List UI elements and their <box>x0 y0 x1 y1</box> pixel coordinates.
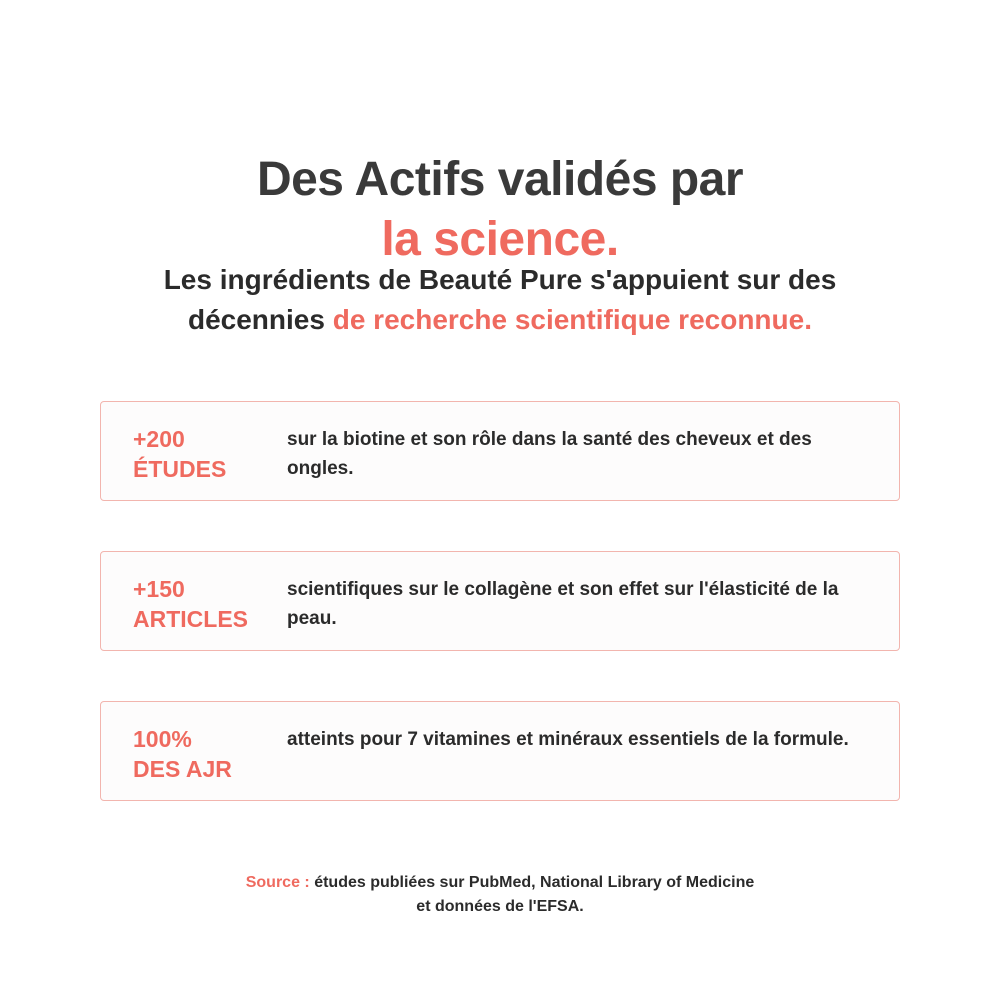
stat-value: +150 <box>133 576 185 602</box>
stat-description: sur la biotine et son rôle dans la santé des cheveux et des ongles. <box>287 429 812 479</box>
intro-plain: Les ingrédients de Beauté Pure s'appuient sur des décennies <box>163 264 837 335</box>
stat-label <box>133 424 283 484</box>
source-label: Source : <box>245 874 310 891</box>
source-line-2: et données de l'EFSA. <box>416 898 584 915</box>
source-text: études publiées sur PubMed, National Library of Medicine <box>314 874 755 891</box>
title-line-2: la science. <box>381 213 619 267</box>
stat-unit: ARTICLES <box>133 606 248 632</box>
stat-label <box>133 574 283 634</box>
stat-description: scientifiques sur le collagène et son effet sur l'élasticité de la peau. <box>287 579 839 629</box>
intro-accent: de recherche scientifique reconnue. <box>332 304 812 335</box>
stat-label <box>133 724 283 784</box>
stat-card <box>100 701 900 801</box>
stats-list <box>100 401 900 851</box>
stat-value: +200 <box>133 426 185 452</box>
page-title <box>0 150 1000 270</box>
intro-text <box>100 260 900 340</box>
stat-description: atteints pour 7 vitamines et minéraux essentiels de la formule. <box>287 729 849 750</box>
stat-card <box>100 401 900 501</box>
source-line-1 <box>150 871 850 895</box>
stat-unit: ÉTUDES <box>133 456 227 482</box>
stat-unit: DES AJR <box>133 756 232 782</box>
source-note <box>150 871 850 919</box>
title-line-1: Des Actifs validés par <box>256 153 744 207</box>
stat-card <box>100 551 900 651</box>
stat-value: 100% <box>133 726 192 752</box>
